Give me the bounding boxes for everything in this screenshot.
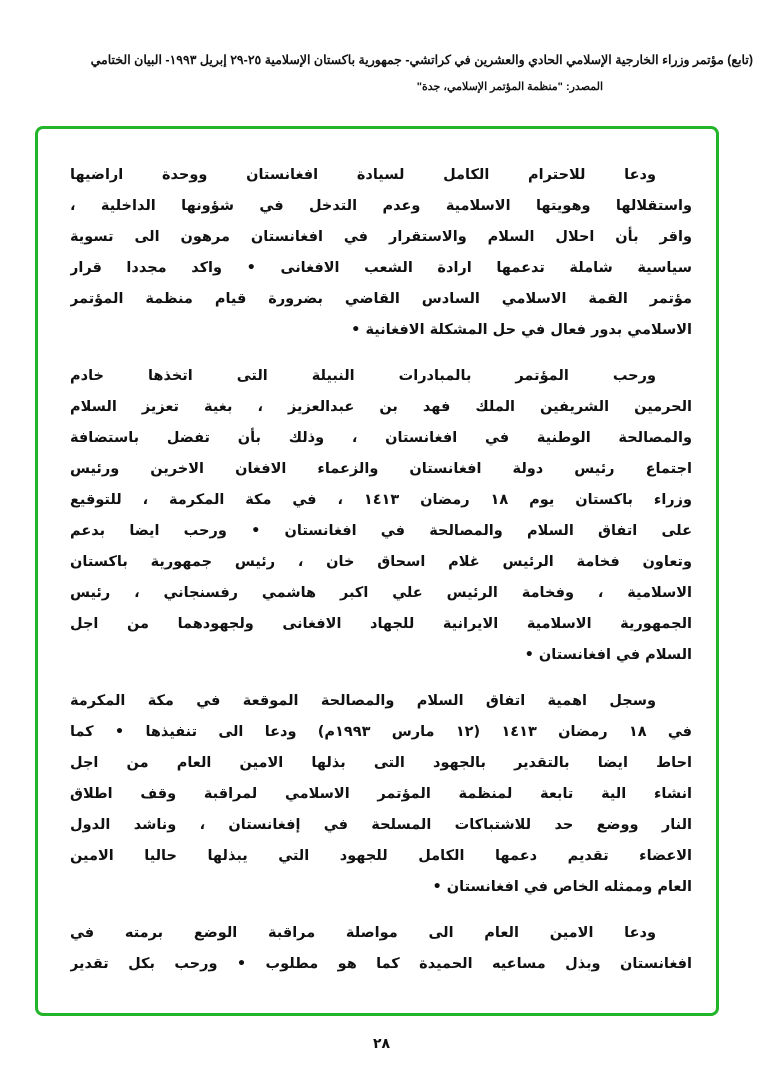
text-line: مؤتمر القمة الاسلامي السادس القاضي بضرورة قيام منظمة المؤتمر	[70, 291, 692, 307]
text-line: انشاء الية تابعة لمنظمة المؤتمر الاسلامي لمراقبة وقف اطلاق	[70, 786, 692, 802]
text-line: الاسلامية ، وفخامة الرئيس علي اكبر هاشمي رفسنجاني ، رئيس	[70, 585, 692, 601]
text-line: الحرمين الشريفين الملك فهد بن عبدالعزيز ، بغية تعزيز السلام	[70, 399, 692, 415]
text-line: واقر بأن احلال السلام والاستقرار في افغانستان مرهون الى تسوية	[70, 229, 692, 245]
paragraph-2	[70, 361, 692, 671]
document-source: المصدر: "منظمة المؤتمر الإسلامي، جدة"	[416, 81, 603, 93]
text-line: وتعاون فخامة الرئيس غلام اسحاق خان ، رئيس جمهورية باكستان	[70, 554, 692, 570]
paragraph-3	[70, 686, 692, 903]
text-line: وزراء باكستان يوم ١٨ رمضان ١٤١٣ ، في مكة المكرمة ، للتوقيع	[70, 492, 692, 508]
text-line: ورحب المؤتمر بالمبادرات النبيلة التى اتخذها خادم	[70, 368, 656, 384]
text-line: اجتماع رئيس دولة افغانستان والزعماء الافغان الاخرين ورئيس	[70, 461, 692, 477]
text-line: ودعا الامين العام الى مواصلة مراقبة الوضع برمته في	[70, 925, 656, 941]
text-line: واستقلالها وهويتها الاسلامية وعدم التدخل في شؤونها الداخلية ،	[70, 198, 692, 214]
paragraph-1	[70, 160, 692, 346]
text-line: النار ووضع حد للاشتباكات المسلحة في إفغانستان ، وناشد الدول	[70, 817, 692, 833]
document-body	[70, 160, 692, 995]
paragraph-4	[70, 918, 692, 980]
document-header-title: (تابع) مؤتمر وزراء الخارجية الإسلامي الحادي والعشرين في كراتشي- جمهورية باكستان الإسلامية ٢٥-٢٩ إبريل ١٩٩٣- البيان الختامي	[90, 53, 753, 67]
text-line: افغانستان وبذل مساعيه الحميدة كما هو مطلوب • ورحب بكل تقدير	[70, 956, 692, 972]
text-line: سياسية شاملة تدعمها ارادة الشعب الافغانى • واكد مجددا قرار	[70, 260, 692, 276]
text-line: في ١٨ رمضان ١٤١٣ (١٢ مارس ١٩٩٣م) ودعا الى تنفيذها • كما	[70, 724, 692, 740]
text-line: وسجل اهمية اتفاق السلام والمصالحة الموقعة في مكة المكرمة	[70, 693, 656, 709]
text-line: الاسلامي بدور فعال في حل المشكلة الافغانية •	[351, 322, 692, 338]
text-line: السلام في افغانستان •	[524, 647, 692, 663]
text-line: الاعضاء تقديم دعمها الكامل للجهود التي يبذلها حاليا الامين	[70, 848, 692, 864]
page-number: ٢٨	[372, 1036, 391, 1052]
text-line: احاط ايضا بالتقدير بالجهود التى بذلها الامين العام من اجل	[70, 755, 692, 771]
text-line: على اتفاق السلام والمصالحة في افغانستان • ورحب ايضا بدعم	[70, 523, 692, 539]
text-line: ودعا للاحترام الكامل لسيادة افغانستان ووحدة اراضيها	[70, 167, 656, 183]
text-line: العام وممثله الخاص في افغانستان •	[432, 879, 692, 895]
text-line: والمصالحة الوطنية في افغانستان ، وذلك بأن تفضل باستضافة	[70, 430, 692, 446]
text-line: الجمهورية الاسلامية الايرانية للجهاد الافغانى ولجهودهما من اجل	[70, 616, 692, 632]
